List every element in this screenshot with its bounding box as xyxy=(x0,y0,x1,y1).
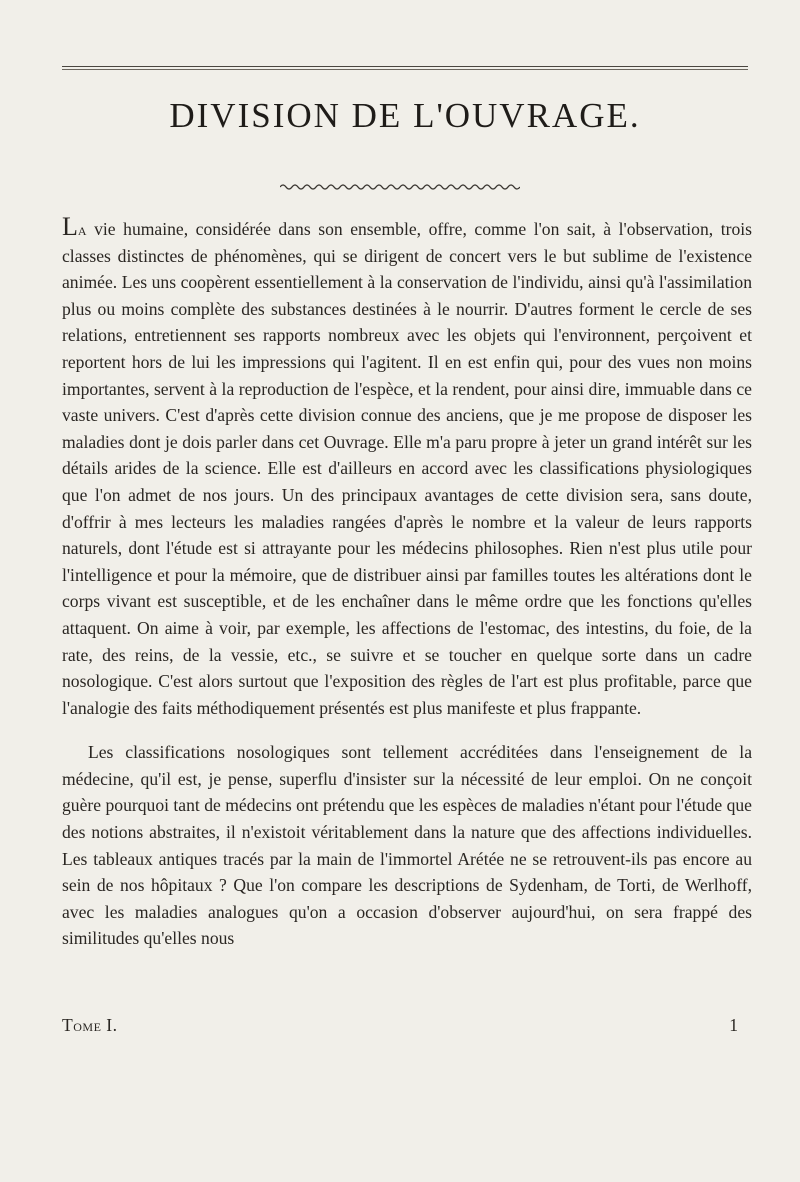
paragraph-1 xyxy=(62,212,752,721)
drop-cap-lead: a xyxy=(77,219,87,239)
volume-label: Tome I. xyxy=(62,1015,118,1035)
paragraph-1-text: vie humaine, considérée dans son ensemble, offre, comme l'on sait, à l'observation, trois classes distinctes de phénomènes, qui se dirigent de concert vers le but sublime de l'existence animée. Les uns coopèrent essentiellement à la conservation de l'individu, ainsi qu'à l'assimilation plus ou moins complète des substances destinées à le nourrir. D'autres forment le cercle de ses relations, entretiennent ses rapports nombreux avec les objets qui l'environnent, perçoivent et reportent hors de lui les impressions qui l'agitent. Il en est enfin qui, pour des vues non moins importantes, servent à la reproduction de l'espèce, et la rendent, pour ainsi dire, immuable dans ce vaste univers. C'est d'après cette division connue des anciens, que je me propose de disposer les maladies dont je dois parler dans cet Ouvrage. Elle m'a paru propre à jeter un grand intérêt sur les détails arides de la science. Elle est d'ailleurs en accord avec les classifications physiologiques que l'on admet de nos jours. Un des principaux avantages de cette division sera, sans doute, d'offrir à mes lecteurs les maladies rangées d'après le nombre et la valeur de leurs rapports naturels, dont l'étude est si attrayante pour les médecins philosophes. Rien n'est plus utile pour l'intelligence et pour la mémoire, que de distribuer ainsi par familles toutes les altérations dont le corps vivant est susceptible, et de les enchaîner dans le même ordre que les fonctions qu'elles attaquent. On aime à voir, par exemple, les affections de l'estomac, des intestins, du foie, de la rate, des reins, de la vessie, etc., se suivre et se toucher en quelque sorte dans un cadre nosologique. C'est alors surtout que l'exposition des règles de l'art est plus profitable, parce que l'analogie des faits méthodiquement présentés est plus manifeste et plus frappante. xyxy=(62,219,752,718)
page-title: DIVISION DE L'OUVRAGE. xyxy=(169,96,641,135)
paragraph-2: Les classifications nosologiques sont tellement accréditées dans l'enseignement de la médecine, qu'il est, je pense, superflu d'insister sur la nécessité de leur emploi. On ne conçoit guère pourquoi tant de médecins ont prétendu que les espèces de maladies n'étant pour l'étude que des notions abstraites, il n'existoit véritablement dans la nature que des affections individuelles. Les tableaux antiques tracés par la main de l'immortel Arétée ne se retrouvent-ils pas encore au sein de nos hôpitaux ? Que l'on compare les descriptions de Sydenham, de Torti, de Werlhoff, avec les maladies analogues qu'on a occasion d'observer aujourd'hui, on sera frappé des similitudes qu'elles nous xyxy=(62,742,752,949)
signature-mark: 1 xyxy=(729,1015,738,1035)
ornamental-divider xyxy=(0,177,800,196)
drop-cap: L xyxy=(62,212,78,241)
wavy-ornament-icon xyxy=(280,182,520,192)
main-text xyxy=(62,212,752,952)
top-double-rule xyxy=(62,66,748,70)
